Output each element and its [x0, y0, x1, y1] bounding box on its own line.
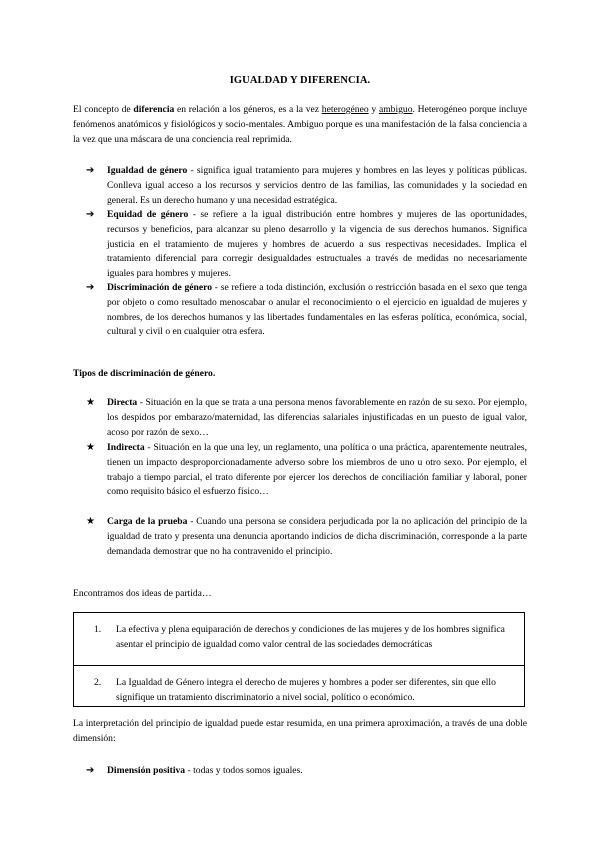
type-term: Indirecta: [107, 442, 145, 453]
type-text: - Situación en la que una ley, un reglamento, una política o una práctica, aparentemente neutrales, tienen un impacto desproporcionadamente adverso sobre los miembros de uno u otro sexo. Por ejemplo, el trabajo a tiempo parcial, el trato diferente por ejercer los derechos de conciliación familiar y laboral, poner como requisito básico el esfuerzo físico…: [107, 442, 527, 498]
arrow-icon: ➔: [86, 165, 95, 176]
page-title: IGUALDAD Y DIFERENCIA.: [229, 75, 371, 86]
interpretation-paragraph: La interpretación del principio de igualdad puede estar resumida, en una primera aproximación, a través de una doble dimensión:: [73, 718, 527, 744]
idea-text: La Igualdad de Género integra el derecho de mujeres y hombres a poder ser diferentes, sin que ello signifique un tratamiento discriminatorio a nivel social, político o económico.: [116, 677, 496, 703]
term-heterogeneo: heterogéneo: [321, 104, 369, 115]
intro-text: . Heterogéneo porque incluye fenómenos anatómicos y fisiológicos y socio-mentales. Ambiguo porque es una manifestación de la falsa conciencia a la vez que una máscara de una conciencia real reprimida.: [73, 104, 528, 145]
idea-box: [73, 665, 525, 707]
type-item: [86, 515, 527, 559]
types-heading: Tipos de discriminación de género.: [73, 368, 216, 379]
definition-item: [86, 281, 527, 340]
star-icon: ★: [86, 516, 95, 527]
type-term: Carga de la prueba: [107, 516, 188, 527]
definition-item: [86, 208, 527, 282]
definition-text: - se refiere a la igual distribución entre hombres y mujeres de las oportunidades, recursos y beneficios, para alcanzar su pleno desarrollo y la vigencia de sus derechos humanos. Significa justicia en el tratamiento de mujeres y hombres de acuerdo a sus respectivas necesidades. Implica el tratamiento diferencial para corregir desigualdades estructuales a través de medidas no necesariamente iguales para hombres y mujeres.: [107, 209, 527, 280]
term-ambiguo: ambiguo: [378, 104, 413, 115]
arrow-icon: ➔: [86, 765, 95, 776]
intro-paragraph: [73, 103, 527, 147]
star-icon: ★: [86, 442, 95, 453]
idea-text: La efectiva y plena equiparación de derechos y condiciones de las mujeres y de los hombres significa asentar el principio de igualdad como valor central de las sociedades democráticas: [116, 624, 505, 650]
dimension-term: Dimensión positiva: [107, 765, 186, 776]
definition-term: Igualdad de género: [107, 165, 188, 176]
type-item: [86, 396, 527, 440]
type-item: [86, 441, 527, 500]
idea-box: [73, 612, 525, 666]
type-term: Directa: [107, 397, 138, 408]
definition-item: [86, 164, 527, 208]
definition-text: - se refiere a toda distinción, exclusión o restricción basada en el sexo que tenga por objeto o como resultado menoscabar o anular el reconocimiento o el ejercicio en igualdad de mujeres y nombres, de los derechos humanos y las libertades fundamentales en las esferas política, económica, social, cultural y civil o en cualquier otra esfera.: [107, 282, 527, 338]
definition-term: Discriminación de género: [107, 282, 212, 293]
type-text: - Situación en la que se trata a una persona menos favorablemente en razón de su sexo. Por ejemplo, los despidos por embarazo/maternidad, las diferencias salariales injustificadas en un puesto de igual valor, acoso por razón de sexo…: [107, 397, 527, 438]
idea-number: 2.: [94, 677, 102, 688]
definition-term: Equidad de género: [107, 209, 189, 220]
term-diferencia: diferencia: [133, 104, 175, 115]
star-icon: ★: [86, 397, 95, 408]
dimension-item: [86, 764, 527, 779]
intro-text: en relación a los géneros, es a la vez: [174, 104, 322, 115]
dimension-text: - todas y todos somos iguales.: [185, 765, 303, 776]
arrow-icon: ➔: [86, 282, 95, 293]
type-text: - Cuando una persona se considera perjudicada por la no aplicación del principio de la igualdad de trato y presenta una denuncia aportando indicios de dicha discriminación, corresponde a la parte demandada demostrar que no ha contravenido el principio.: [107, 516, 527, 557]
ideas-intro: Encontramos dos ideas de partida…: [73, 588, 212, 599]
arrow-icon: ➔: [86, 209, 95, 220]
intro-text: y: [368, 104, 379, 115]
definition-text: - significa igual tratamiento para mujeres y hombres en las leyes y políticas públicas. Conlleva igual acceso a los recursos y servicios dentro de las familias, las comunidades y la sociedad en general. Es un derecho humano y una necesidad estratégica.: [107, 165, 527, 206]
idea-number: 1.: [94, 624, 102, 635]
intro-text: El concepto de: [73, 104, 134, 115]
